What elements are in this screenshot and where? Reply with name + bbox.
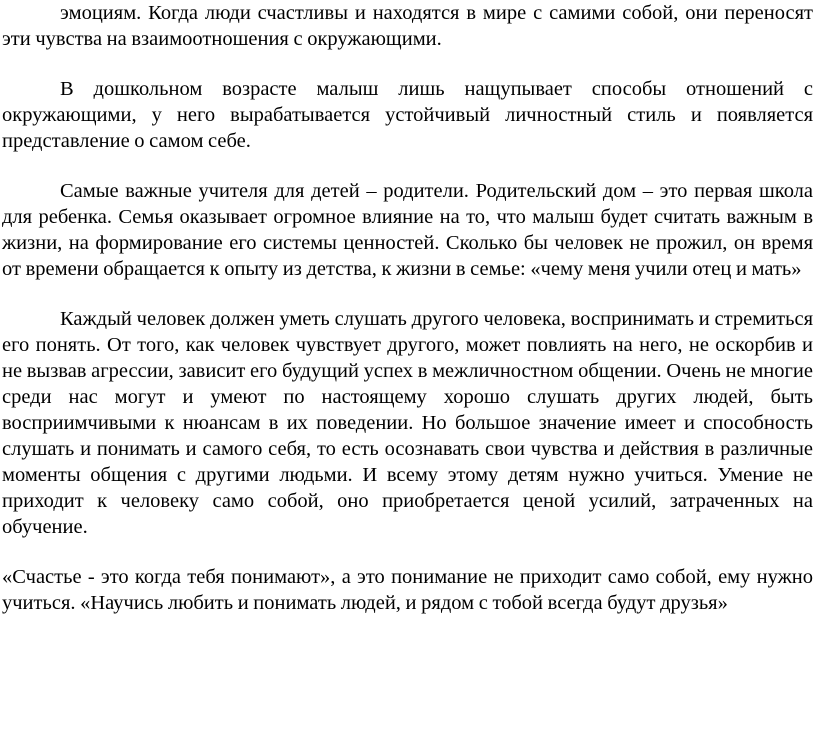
paragraph-5: «Счастье - это когда тебя понимают», а это понимание не приходит само собой, ему нужно учиться. «Научись любить и понимать людей, и рядом с тобой всегда будут друзья» bbox=[2, 566, 813, 614]
paragraph-3: Самые важные учителя для детей – родители. Родительский дом – это первая школа для ребенка. Семья оказывает огромное влияние на то, что малыш будет считать важным в жизни, на формирование его системы ценностей. Сколько бы человек не прожил, он время от времени обращается к опыту из детства, к жизни в семье: «чему меня учили отец и мать» bbox=[2, 180, 813, 280]
paragraph-1: эмоциям. Когда люди счастливы и находятся в мире с самими собой, они переносят эти чувства на взаимоотношения с окружающими. bbox=[2, 2, 813, 50]
paragraph-4: Каждый человек должен уметь слушать другого человека, воспринимать и стремиться его понять. От того, как человек чувствует другого, может повлиять на него, не оскорбив и не вызвав агрессии, зависит его будущий успех в межличностном общении. Очень не многие среди нас могут и умеют по настоящему хорошо слушать других людей, быть восприимчивыми к нюансам в их поведении. Но большое значение имеет и способность слушать и понимать и самого себя, то есть осознавать свои чувства и действия в различные моменты общения с другими людьми. И всему этому детям нужно учиться. Умение не приходит к человеку само собой, оно приобретается ценой усилий, затраченных на обучение. bbox=[2, 308, 813, 538]
paragraph-2: В дошкольном возрасте малыш лишь нащупывает способы отношений с окружающими, у него вырабатывается устойчивый личностный стиль и появляется представление о самом себе. bbox=[2, 78, 813, 152]
